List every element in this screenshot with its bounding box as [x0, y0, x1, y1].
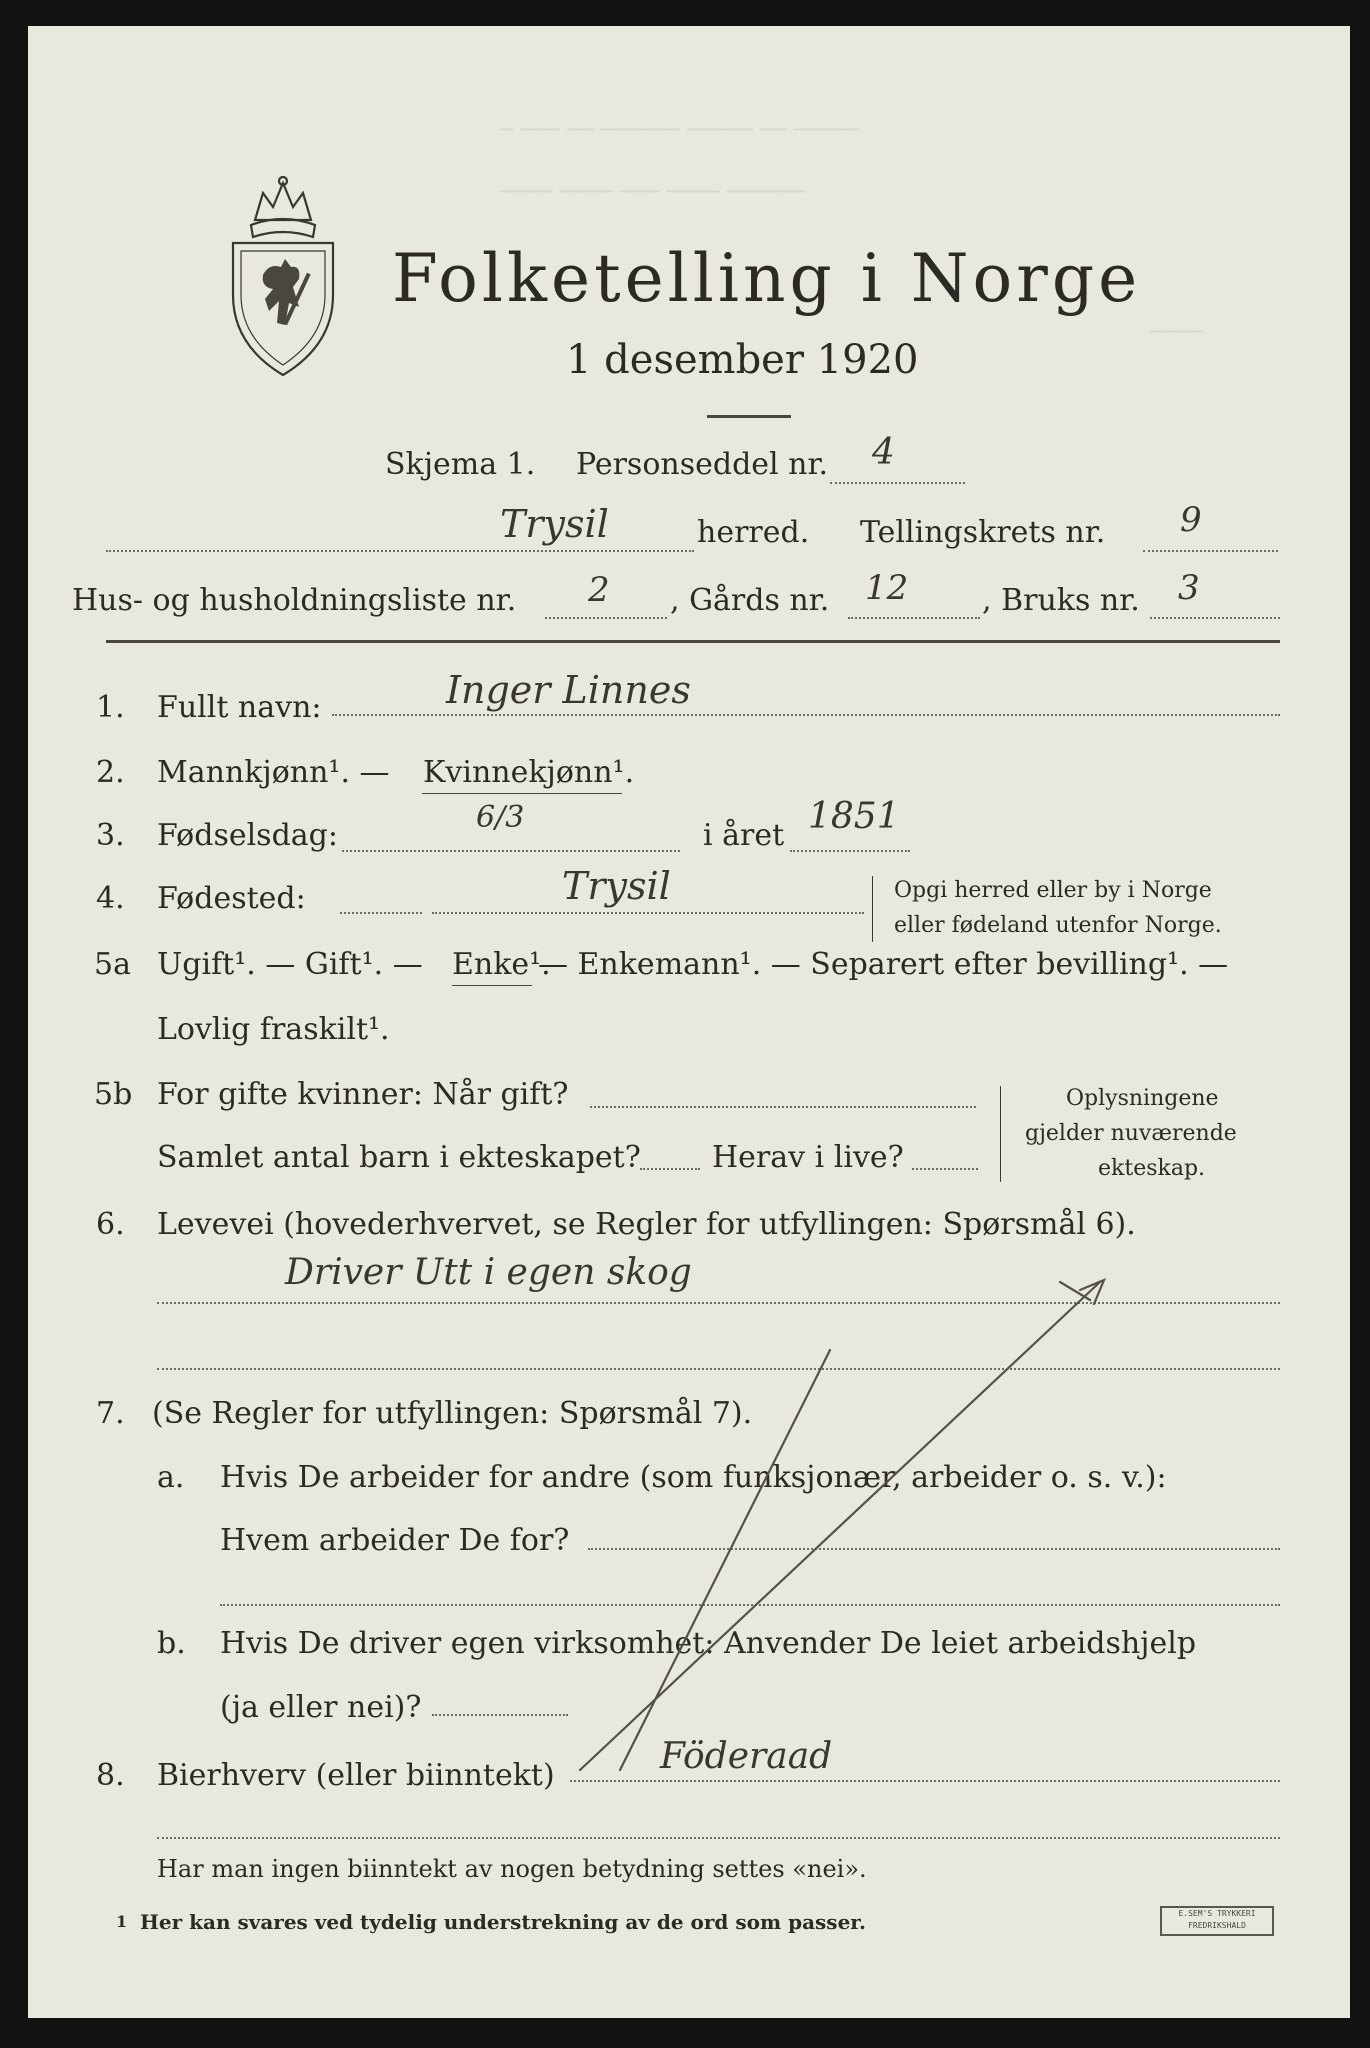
q1-label: Fullt navn: — [157, 690, 322, 725]
personseddel-line — [830, 482, 965, 484]
bleed-through-text: ──── ──── ─── ──── ────── — [500, 180, 807, 205]
q4-line-a — [340, 912, 422, 914]
q4-number: 4. — [96, 881, 125, 916]
tellingskrets-value[interactable]: 9 — [1180, 500, 1202, 540]
q1-line — [332, 714, 1280, 716]
q2-kvinne-underline — [422, 793, 622, 794]
q4-note-line2: eller fødeland utenfor Norge. — [894, 913, 1222, 938]
bruks-label: , Bruks nr. — [982, 583, 1140, 618]
q1-number: 1. — [96, 690, 125, 725]
secondary-income-value[interactable]: Föderaad — [660, 1736, 833, 1777]
printer-stamp-line1: E.SEM'S TRYKKERI — [1178, 1909, 1256, 1918]
q5a-options-b[interactable]: — Enkemann¹. — Separert efter bevilling¹. — — [538, 947, 1229, 982]
q7-label: (Se Regler for utfyllingen: Spørsmål 7). — [152, 1396, 753, 1431]
personseddel-label: Personseddel nr. — [576, 447, 829, 482]
occupation-value[interactable]: Driver Utt i egen skog — [285, 1252, 692, 1293]
q7a-question: Hvem arbeider De for? — [220, 1523, 570, 1558]
q4-label: Fødested: — [157, 881, 306, 916]
footer-divider — [157, 1837, 1280, 1839]
q5a-line2[interactable]: Lovlig fraskilt¹. — [157, 1012, 390, 1047]
q2-number: 2. — [96, 755, 125, 790]
footnote-mark: 1 — [116, 1912, 128, 1931]
footer-note: Har man ingen biinntekt av nogen betydning settes «nei». — [157, 1855, 867, 1883]
norwegian-coat-of-arms-icon — [225, 175, 341, 380]
q8-label: Bierhverv (eller biinntekt) — [157, 1758, 555, 1793]
form-title: Folketelling i Norge — [392, 240, 1142, 317]
q7-number: 7. — [96, 1396, 125, 1431]
tellingskrets-label: Tellingskrets nr. — [860, 515, 1106, 550]
bleed-through-text: ─ ─── ── ────── ───── ── ───── — [500, 118, 860, 143]
q5b-label3: Herav i live? — [712, 1140, 904, 1175]
full-name-value[interactable]: Inger Linnes — [446, 668, 691, 712]
q5a-enke-underline — [452, 985, 532, 986]
q2-mann-option[interactable]: Mannkjønn¹. — — [157, 755, 390, 790]
header-divider — [106, 640, 1280, 643]
pen-check-strokes — [560, 1270, 1120, 1790]
hus-label: Hus- og husholdningsliste nr. — [72, 583, 517, 618]
q7b-text: Hvis De driver egen virksomhet: Anvender De leiet arbeidshjelp — [220, 1626, 1197, 1661]
herred-label: herred. — [697, 515, 810, 550]
q4-note-line1: Opgi herred eller by i Norge — [894, 878, 1212, 903]
q5b-alive-line — [912, 1168, 978, 1170]
q8-number: 8. — [96, 1758, 125, 1793]
q3-day-line — [342, 850, 680, 852]
q6-number: 6. — [96, 1207, 125, 1242]
herred-line — [106, 550, 694, 552]
q5b-note-brace — [1000, 1086, 1001, 1182]
q5b-married-line — [590, 1106, 976, 1108]
q3-year-line — [790, 850, 910, 852]
bruks-line — [1150, 617, 1280, 619]
q3-label: Fødselsdag: — [157, 818, 338, 853]
q7a-letter: a. — [157, 1460, 185, 1495]
hus-line — [545, 617, 667, 619]
q6-label: Levevei (hovederhvervet, se Regler for utfyllingen: Spørsmål 6). — [157, 1207, 1136, 1242]
q2-kvinne-option[interactable]: Kvinnekjønn¹. — [423, 755, 635, 790]
footnote-text: Her kan svares ved tydelig understrekning av de ord som passer. — [140, 1910, 866, 1934]
q5b-children-line — [640, 1168, 700, 1170]
title-rule — [707, 415, 791, 418]
bleed-through-text: ──── — [1150, 320, 1203, 345]
q5a-options-a[interactable]: Ugift¹. — Gift¹. — — [157, 947, 423, 982]
q5b-note-line3: ekteskap. — [1098, 1156, 1206, 1181]
gards-line — [848, 617, 980, 619]
gards-value[interactable]: 12 — [865, 568, 909, 608]
gards-label: , Gårds nr. — [670, 583, 830, 618]
q5b-note-line2: gjelder nuværende — [1025, 1121, 1237, 1146]
q4-line-b — [432, 912, 864, 914]
form-date: 1 desember 1920 — [566, 337, 919, 383]
q7b-letter: b. — [157, 1626, 186, 1661]
q5a-enke-option[interactable]: Enke¹. — [452, 947, 551, 982]
q3-year-label: i året — [703, 818, 785, 853]
birth-day-value[interactable]: 6/3 — [476, 800, 525, 835]
personseddel-value[interactable]: 4 — [872, 432, 895, 473]
q5b-note-line1: Oplysningene — [1066, 1086, 1219, 1111]
q3-number: 3. — [96, 818, 125, 853]
q4-note-brace — [872, 876, 873, 942]
q5a-number: 5a — [94, 947, 131, 982]
birthplace-value[interactable]: Trysil — [562, 864, 671, 908]
q5b-number: 5b — [94, 1077, 133, 1112]
printer-stamp — [1160, 1906, 1274, 1936]
tellingskrets-line — [1143, 550, 1278, 552]
q5b-label1: For gifte kvinner: Når gift? — [157, 1077, 569, 1112]
bruks-value[interactable]: 3 — [1178, 568, 1200, 608]
q5b-label2: Samlet antal barn i ekteskapet? — [157, 1140, 641, 1175]
q7b-line — [432, 1714, 568, 1716]
hus-value[interactable]: 2 — [588, 570, 610, 610]
q7a-text: Hvis De arbeider for andre (som funksjonær, arbeider o. s. v.): — [220, 1460, 1167, 1495]
herred-value[interactable]: Trysil — [500, 502, 609, 546]
q7b-question: (ja eller nei)? — [220, 1690, 422, 1725]
birth-year-value[interactable]: 1851 — [808, 796, 900, 837]
printer-stamp-line2: FREDRIKSHALD — [1188, 1921, 1246, 1930]
schema-label: Skjema 1. — [385, 447, 536, 482]
